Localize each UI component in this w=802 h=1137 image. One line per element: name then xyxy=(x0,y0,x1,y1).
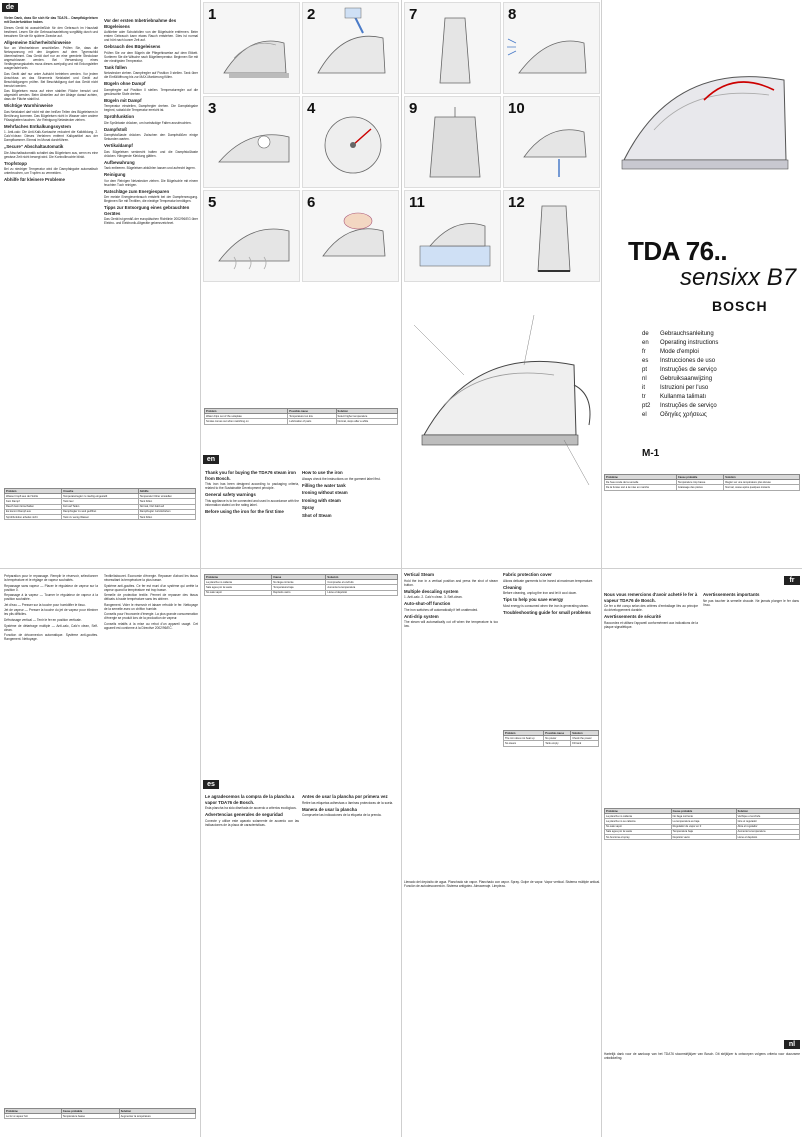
en-heading-troubleshooting: Troubleshooting guide for small problems xyxy=(503,609,591,615)
table-header: Problema xyxy=(205,575,272,580)
spray-icon xyxy=(504,3,600,94)
de-heading-secure: „Secure“ Abschaltautomatik xyxy=(4,144,64,150)
table-row: Sale agua por la suela Temperatura baja Aumente la temperatura xyxy=(205,585,398,590)
figure-5 xyxy=(203,190,300,282)
cover-lang-item: pt2 Instruções de serviço xyxy=(642,403,717,409)
fr-heading-safety: Avertissements de sécurité xyxy=(604,614,661,619)
table-row: La plancha no calienta No llega corriente Verifique el enchufe xyxy=(605,814,800,819)
figure-number: 7 xyxy=(409,6,418,23)
table-header: Problème xyxy=(605,809,672,814)
lang-tab-en: en xyxy=(203,455,219,464)
en-filler: Allows delicate garments to be ironed at maximum temperature. xyxy=(503,578,594,583)
fr-filler: Défroissage vertical — Tenir le fer en position verticale. xyxy=(4,617,82,622)
fr-filler: Conseils relatifs à la mise au rebut d'un appareil usagé. Cet appareil est conforme à la Directive 2002/96/EC. xyxy=(104,621,198,630)
en-heading-auto-off: Auto-shut-off function xyxy=(404,601,451,606)
figure-number: 10 xyxy=(508,100,525,117)
en-filler: This iron has been designed according to packaging criteria, related to the Sustainable Development principle. xyxy=(205,482,299,490)
de-filler: Netzstecker ziehen. Dampfregler auf Position 0 stellen. Tank über die Einfüllöffnung bis zur MAX-Markierung füllen. xyxy=(104,71,198,79)
en-filler: The steam will automatically cut off when the temperature is too low. xyxy=(404,620,498,628)
figure-10 xyxy=(503,96,600,188)
figure-number: 8 xyxy=(508,6,517,23)
de-heading-no-steam: Bügeln ohne Dampf xyxy=(104,81,146,86)
de-filler: Das Gerät darf nur unter Aufsicht betrieben werden. Vor jedem Anschluss an das Stromnetz Netzkabel und Gerät auf Beschädigungen prüfen. Bei Beschädigung darf das Gerät nicht benutzt werden. xyxy=(4,71,98,88)
fr-filler: Raccordez et utilisez l'appareil conformément aux indications de la plaque signalétique. xyxy=(604,620,698,629)
figure-7 xyxy=(404,2,501,94)
de-filler: Dieses Gerät ist ausschließlich für den Gebrauch im Haushalt bestimmt. Lesen Sie die Gebrauchsanleitung sorgfältig durch und bewahren Sie sie für spätere Zwecke auf. xyxy=(4,25,98,38)
fold-line-horizontal xyxy=(0,568,802,569)
figure-12 xyxy=(503,190,600,282)
en-heading-anti-drip: Anti-drip system xyxy=(404,613,439,619)
fr-filler: Système de détartrage multiple — Anti-calc, Calc'n clean, Self-clean. xyxy=(4,623,98,632)
de-heading-safety: Allgemeine Sicherheitshinweise xyxy=(4,39,71,45)
es-column-3 xyxy=(404,880,600,1130)
en-heading-thanks: Thank you for buying the TDA76 steam iron from Bosch. xyxy=(205,470,296,481)
de-heading-spray: Sprühfunktion xyxy=(104,114,134,119)
en-heading-fill: Filling the water tank xyxy=(302,482,346,488)
table-row: Sale agua por la suela Temperatura baja Aumente la temperatura xyxy=(605,829,800,834)
de-heading-energy: Ratschläge zum Energiesparen xyxy=(104,188,170,194)
table-header: Solution xyxy=(571,731,599,736)
en-troubleshoot-table xyxy=(503,730,599,747)
es-filler: Llenado del depósito de agua. Planchado sin vapor. Planchado con vapor. Spray. Golpe de vapor. Vapor vertical. Sistema múltiple antical. Función de autodesconexión. Sistema antigoteo. Almacenaje. Limpieza. xyxy=(404,880,600,888)
fr-solutions-table xyxy=(604,808,800,840)
hanging-garment-icon xyxy=(405,97,501,188)
figure-3 xyxy=(203,96,300,188)
en-filler: Most energy is consumed when the iron is generating steam. xyxy=(503,603,589,608)
de-filler: Temperatur einstellen, Dampfregler drehen. Die Dampfabgabe beginnt, sobald die Temperatur erreicht ist. xyxy=(104,104,198,112)
de-heading-cleaning: Reinigung xyxy=(104,172,126,177)
en-heading-descaling: Multiple descaling system xyxy=(404,588,459,594)
es-filler: Conecte y utilice este aparato solamente de acuerdo con las indicaciones de la placa de características. xyxy=(205,818,299,827)
figure-number: 12 xyxy=(508,194,525,211)
en-heading-vertical: Vertical Steam xyxy=(404,572,435,577)
storage-icon xyxy=(504,191,600,282)
table-row: Wasser tropft aus der Sohle Temperaturregler zu niedrig eingestellt Temperatur höher einstellen xyxy=(5,494,196,499)
es-heading-first-use: Antes de usar la plancha por primera vez xyxy=(302,794,388,799)
figure-6 xyxy=(302,190,399,282)
fr-filler: Rangement. Vider le réservoir et laisser refroidir le fer. Nettoyage de la semelle avec un chiffon humide. xyxy=(104,602,198,611)
table-row: No steam Tank empty Fill tank xyxy=(504,741,599,746)
fr-filler: Textile/tabouret. Économie d'énergie. Repasser d'abord les tissus nécessitant la température la plus basse. xyxy=(104,574,198,582)
de-heading-fill: Tank füllen xyxy=(104,64,127,70)
fr-column-1 xyxy=(4,574,98,1134)
fr-column-2 xyxy=(104,574,198,1134)
bosch-logo: BOSCH xyxy=(712,298,768,314)
es-heading-thanks: Le agradecemos la compra de la plancha a vapor TDA76 de Bosch. xyxy=(205,794,295,805)
es-heading-howto: Manera de usar la plancha xyxy=(302,806,357,812)
en-column-3 xyxy=(404,570,498,870)
table-header: Problème xyxy=(605,475,677,480)
table-header: Ursache xyxy=(62,489,139,494)
table-header: Problem xyxy=(504,731,544,736)
fr-filler: Repassage sans vapeur — Placer le régulateur de vapeur sur la position 0. xyxy=(4,583,98,592)
es-column-2 xyxy=(302,792,398,1132)
es-troubleshoot-table xyxy=(204,574,398,596)
figure-number: 11 xyxy=(409,194,425,211)
figure-number: 3 xyxy=(208,100,217,117)
de-filler: Das Bügeleisen senkrecht halten und die Dampfstoßtaste drücken. Hängende Kleidung glätten. xyxy=(104,149,198,158)
table-header: Solution xyxy=(724,475,800,480)
table-row: Sprühfunktion arbeitet nicht Tank zu wenig Wasser Tank füllen xyxy=(5,515,196,520)
steam-control-icon xyxy=(204,191,300,282)
figure-number: 5 xyxy=(208,194,217,211)
de-filler: 1. Anti-calc: Die Anti-Kalk-Kartusche reduziert die Kalkbildung. 2. Calc'n'clean: Dieses Verfahren entfernt Kalkpartikel aus der Dampfkammer. Einmal im Monat durchführen. xyxy=(4,130,98,143)
cover-lang-item: it Istruzioni per l'uso xyxy=(642,385,709,391)
de-filler: Das Gerät ist gemäß der europäischen Richtlinie 2002/96/EG über Elektro- und Elektronik-Altgeräte gekennzeichnet. xyxy=(104,217,198,225)
en-column-2 xyxy=(302,468,398,565)
table-row: Le fer à vapeur fuit Température basse Augmenter la température xyxy=(5,1114,196,1119)
de-filler: Die Sprühtaste drücken, um hartnäckige Falten anzufeuchten. xyxy=(104,120,192,125)
iron-side-icon xyxy=(204,97,300,188)
de-filler: Nur an Wechselstrom anschließen. Prüfen Sie, dass die Netzspannung mit den Angaben auf dem Typenschild übereinstimmt. Das Gerät darf nur an eine geerdete Steckdose angeschlossen werden. Bei Verwendung eines Verlängerungskabels muss dieses zweipolig und mit Erdungsleiter ausgerüstet sein. xyxy=(4,46,98,71)
de-heading-vertical: Vertikaldampf xyxy=(104,143,133,148)
iron-product-icon xyxy=(604,10,800,225)
cover-lang-item: nl Gebruiksaanwijzing xyxy=(642,376,713,382)
de-filler: Das Netzkabel darf nicht mit den heißen Teilen des Bügeleisens in Berührung kommen. Das Bügeleisen nicht in Wasser oder andere Flüssigkeiten tauchen. Vor Reinigung Netzstecker ziehen. xyxy=(4,109,98,122)
table-row: No funciona el spray Depósito vacío Llene el depósito xyxy=(605,835,800,840)
de-heading-warnings: Wichtige Warnhinweise xyxy=(4,103,53,109)
de-heading-storage: Aufbewahrung xyxy=(104,159,135,165)
en-filler: The iron switches off automatically if left unattended. xyxy=(404,607,479,612)
hand-button-icon xyxy=(303,191,399,282)
fr-filler: Ce fer a été conçu selon des critères d'emballage liés au principe du développement durable. xyxy=(604,604,698,612)
fr-filler: Semelle de protection textile. Permet de repasser des tissus délicats à haute température sans les abîmer. xyxy=(104,593,198,602)
en-filler: 1. Anti-calc. 2. Calc'n clean. 3. Self-clean. xyxy=(404,595,463,599)
de-intro: Vielen Dank, dass Sie sich für das TDA76… Dampfbügeleisen mit Dosierfunktion haben. xyxy=(4,16,98,24)
cover-m1: M-1 xyxy=(642,448,660,459)
table-row: La plancha no calienta No llega corriente Compruebe el enchufe xyxy=(205,580,398,585)
iron-vertical-icon xyxy=(405,3,501,94)
table-header: Cause probable xyxy=(61,1109,119,1114)
figure-number: 6 xyxy=(307,194,316,211)
en-heading-no-steam: Ironing without steam xyxy=(302,490,348,495)
en-heading-steam: Ironing with steam xyxy=(302,497,341,503)
cover-iron-image xyxy=(604,10,800,225)
en-heading-cleaning: Cleaning xyxy=(503,584,522,590)
en-troubleshoot-table-top xyxy=(204,408,398,425)
es-filler: Retire las etiquetas adhesivas o láminas protectoras de la suela. xyxy=(302,800,394,805)
en-filler: Hold the iron in a vertical position and press the shot of steam button. xyxy=(404,578,498,587)
cover-subtitle: sensixx B7 xyxy=(680,264,797,291)
lang-tab-fr: fr xyxy=(784,576,800,585)
temperature-dial-icon xyxy=(303,97,399,188)
table-header: Solución xyxy=(326,575,398,580)
table-header: Solution xyxy=(336,409,397,414)
fr-filler: Jet de vapeur — Presser la touche du jet de vapeur pour éliminer les plis difficiles. xyxy=(4,608,98,617)
table-row: Rauch beim Einschalten Fett auf Teilen Normal, hört bald auf xyxy=(5,504,196,509)
table-row: No sale vapor Depósito vacío Llene el depósito xyxy=(205,590,398,595)
nl-column xyxy=(604,1052,800,1134)
table-header: Problem xyxy=(205,409,288,414)
table-row: Water drips out of the soleplate Temperature too low Select higher temperature xyxy=(205,414,398,419)
figure-11 xyxy=(404,190,501,282)
table-header: Abhilfe xyxy=(138,489,195,494)
iron-diagram xyxy=(404,285,600,565)
en-heading-safety: General safety warnings xyxy=(205,492,256,497)
iron-icon xyxy=(204,3,300,94)
figure-4 xyxy=(302,96,399,188)
lang-tab-de: de xyxy=(2,3,18,12)
de-heading-shot: Dampfstoß xyxy=(104,126,127,132)
table-row: Smoke comes out when switching on Lubrication of parts Normal, stops after a while xyxy=(205,419,398,424)
en-heading-shot: Shot of Steam xyxy=(302,512,332,518)
fr-filler: Ne pas toucher la semelle chaude. Ne jamais plonger le fer dans l'eau. xyxy=(703,598,799,607)
de-heading-descaling: Mehrfaches Entkalkungssystem xyxy=(4,123,71,129)
nl-filler: Hartelijk dank voor de aankoop van het TDA76 stoomstrijkijzer van Bosch. Dit strijkijzer is ontworpen volgens criteria voor duurzame ontwikkeling. xyxy=(604,1052,800,1060)
table-header: Possible cause xyxy=(288,409,336,414)
fr-heading-important: Avertissements importants xyxy=(703,592,760,597)
fr-filler: Conseils pour l'économie d'énergie. La plus grande consommation d'énergie se produit lors de la production de vapeur. xyxy=(104,612,198,621)
water-fill-icon xyxy=(303,3,399,94)
cover-lang-item: en Operating instructions xyxy=(642,340,719,346)
figure-9 xyxy=(404,96,501,188)
cover-model: TDA 76.. xyxy=(628,236,728,266)
iron-diagram-icon xyxy=(404,285,600,565)
cover-lang-item: pt Instruções de serviço xyxy=(642,367,717,373)
table-header: Cause probable xyxy=(671,809,736,814)
fr-troubleshoot-table-top xyxy=(604,474,800,491)
fr-column-4 xyxy=(703,590,799,800)
figure-number: 4 xyxy=(307,100,316,117)
de-filler: Bei zu niedriger Temperatur wird die Dampfabgabe automatisch unterbrochen, um Tropfen zu vermeiden. xyxy=(4,167,98,176)
en-heading-energy: Tips to help you save energy xyxy=(503,597,564,602)
en-filler: This appliance is to be connected and used in accordance with the information stated on the rating label. xyxy=(205,498,299,507)
en-heading-howto: How to use the iron xyxy=(302,470,343,475)
de-table-title: Abhilfe für kleinere Probleme xyxy=(4,177,65,183)
en-heading-spray: Spray xyxy=(302,505,315,510)
figure-number: 9 xyxy=(409,100,418,117)
de-filler: Der meiste Energieverbrauch entsteht bei der Dampferzeugung. Beginnen Sie mit Textilien, die niedrige Temperatur benötigen. xyxy=(104,195,198,203)
figure-number: 2 xyxy=(307,6,316,23)
cover-lang-item: el Οδηγίες χρήσεως xyxy=(642,412,707,418)
figure-2 xyxy=(302,2,399,94)
de-filler: Tank entleeren. Bügeleisen abkühlen lassen und aufrecht lagern. xyxy=(104,166,196,170)
lang-tab-nl: nl xyxy=(784,1040,800,1049)
cover-lang-item: de Gebrauchsanleitung xyxy=(642,331,714,337)
fr-filler: Préparation pour le repassage. Remplir le réservoir, sélectionner la température et le réglage de vapeur souhaités. xyxy=(4,574,98,582)
fr-filler: Repassage à la vapeur — Tourner le régulateur de vapeur à la position souhaitée. xyxy=(4,593,98,602)
de-heading-first-use: Vor der ersten Inbetriebnahme des Bügeleisens xyxy=(104,18,177,29)
table-row: De l'eau coule de la semelle Température trop basse Régler sur une température plus élevée xyxy=(605,480,800,485)
table-header: Causa xyxy=(272,575,326,580)
cover-lang-item: tr Kullanma talimatı xyxy=(642,394,707,400)
table-header: Problème xyxy=(5,1109,62,1114)
table-row: The iron does not heat up No power Check the power xyxy=(504,736,599,741)
en-heading-first-use: Before using the iron for the first time xyxy=(205,508,284,514)
en-column-4 xyxy=(503,570,599,870)
calc-clean-icon xyxy=(405,191,501,282)
de-filler: Dampfregler auf Position 0 stellen. Temperaturregler auf die gewünschte Stufe drehen. xyxy=(104,87,198,96)
table-header: Solution xyxy=(119,1109,195,1114)
cover-lang-item: es Instrucciones de uso xyxy=(642,358,716,364)
table-header: Cause probable xyxy=(676,475,723,480)
de-filler: Das Bügeleisen muss auf einer stabilen Fläche benutzt und abgestellt werden. Beim Abstellen auf der Ablage darauf achten, dass die Fläche stabil ist. xyxy=(4,89,98,102)
en-filler: Always check the instructions on the garment label first. xyxy=(302,476,381,481)
en-heading-fabric-cover: Fabric protection cover xyxy=(503,572,552,577)
fr-heading-thanks: Nous vous remercions d'avoir acheté le fer à vapeur TDA76 de Bosch. xyxy=(604,592,698,603)
table-header: Problem xyxy=(5,489,62,494)
de-heading-steam: Bügeln mit Dampf xyxy=(104,97,142,103)
fr-column-3 xyxy=(604,590,698,800)
cover-lang-item: fr Mode d'emploi xyxy=(642,349,699,355)
en-filler: Before cleaning, unplug the iron and let it cool down. xyxy=(503,591,578,595)
de-column-1 xyxy=(4,16,98,564)
table-row: Es kommt Dampf aus Dampfregler zu weit geöffnet Dampfregler zurückdrehen xyxy=(5,509,196,514)
figure-number: 1 xyxy=(208,6,217,23)
table-header: Possible cause xyxy=(544,731,571,736)
de-heading-disposal: Tipps zur Entsorgung eines gebrauchten Gerätes xyxy=(104,205,190,216)
table-row: De la fumée sort à la mise en marche Graissage des pièces Normal, cesse après quelques instants xyxy=(605,485,800,490)
table-row: Kein Dampf Tank leer Tank füllen xyxy=(5,499,196,504)
fr-filler: Système anti-gouttes. Ce fer est muni d'un système qui arrête la vapeur quand la température est trop basse. xyxy=(104,583,198,592)
table-row: La plancha no se calienta La temperatura es baja Gire el regulador xyxy=(605,819,800,824)
es-filler: Compruebe las indicaciones de la etiqueta de la prenda. xyxy=(302,813,382,817)
cover-language-list xyxy=(642,330,718,420)
en-column-1 xyxy=(205,468,299,565)
lang-tab-es: es xyxy=(203,780,219,789)
de-column-2 xyxy=(104,16,198,564)
de-heading-dripstop: Tropfstopp xyxy=(4,160,27,166)
table-header: Solution xyxy=(736,809,799,814)
de-filler: Dampfstoßtaste drücken. Zwischen den Dampfstößen einige Sekunden warten. xyxy=(104,133,198,141)
es-filler: Esta plancha ha sido diseñada de acuerdo a criterios ecológicos. xyxy=(205,806,297,810)
table-row: No sale vapor Regulador de vapor en 0 Abra el regulador xyxy=(605,824,800,829)
fr-filler: Jet d'eau — Presser sur la touche pour humidifier le tissu. xyxy=(4,602,86,607)
figure-1 xyxy=(203,2,300,94)
de-filler: Vor dem Reinigen Netzstecker ziehen. Die Bügelsohle mit einem feuchten Tuch reinigen. xyxy=(104,178,198,187)
drain-icon xyxy=(504,97,600,188)
es-column-1 xyxy=(205,792,299,1132)
de-heading-use: Gebrauch des Bügeleisens xyxy=(104,44,161,49)
figure-8 xyxy=(503,2,600,94)
de-filler: Aufkleber oder Schutzfolien von der Bügelsohle entfernen. Beim ersten Gebrauch kann etwas Rauch entstehen. Dies ist normal und hört nach kurzer Zeit auf. xyxy=(104,30,198,42)
de-filler: Die Abschaltautomatik schaltet das Bügeleisen aus, wenn es eine gewisse Zeit nicht bewegt wird. Die Kontrollleuchte blinkt. xyxy=(4,150,98,159)
de-filler: Prüfen Sie vor dem Bügeln die Pflegehinweise auf dem Etikett. Sortieren Sie die Wäsche nach Bügeltemperatur. Beginnen Sie mit der niedrigsten Temperatur. xyxy=(104,50,198,63)
es-heading-safety: Advertencias generales de seguridad xyxy=(205,812,283,817)
fr-filler: Fonction de déconnexion automatique. Système anti-gouttes. Rangement. Nettoyage. xyxy=(4,633,98,642)
